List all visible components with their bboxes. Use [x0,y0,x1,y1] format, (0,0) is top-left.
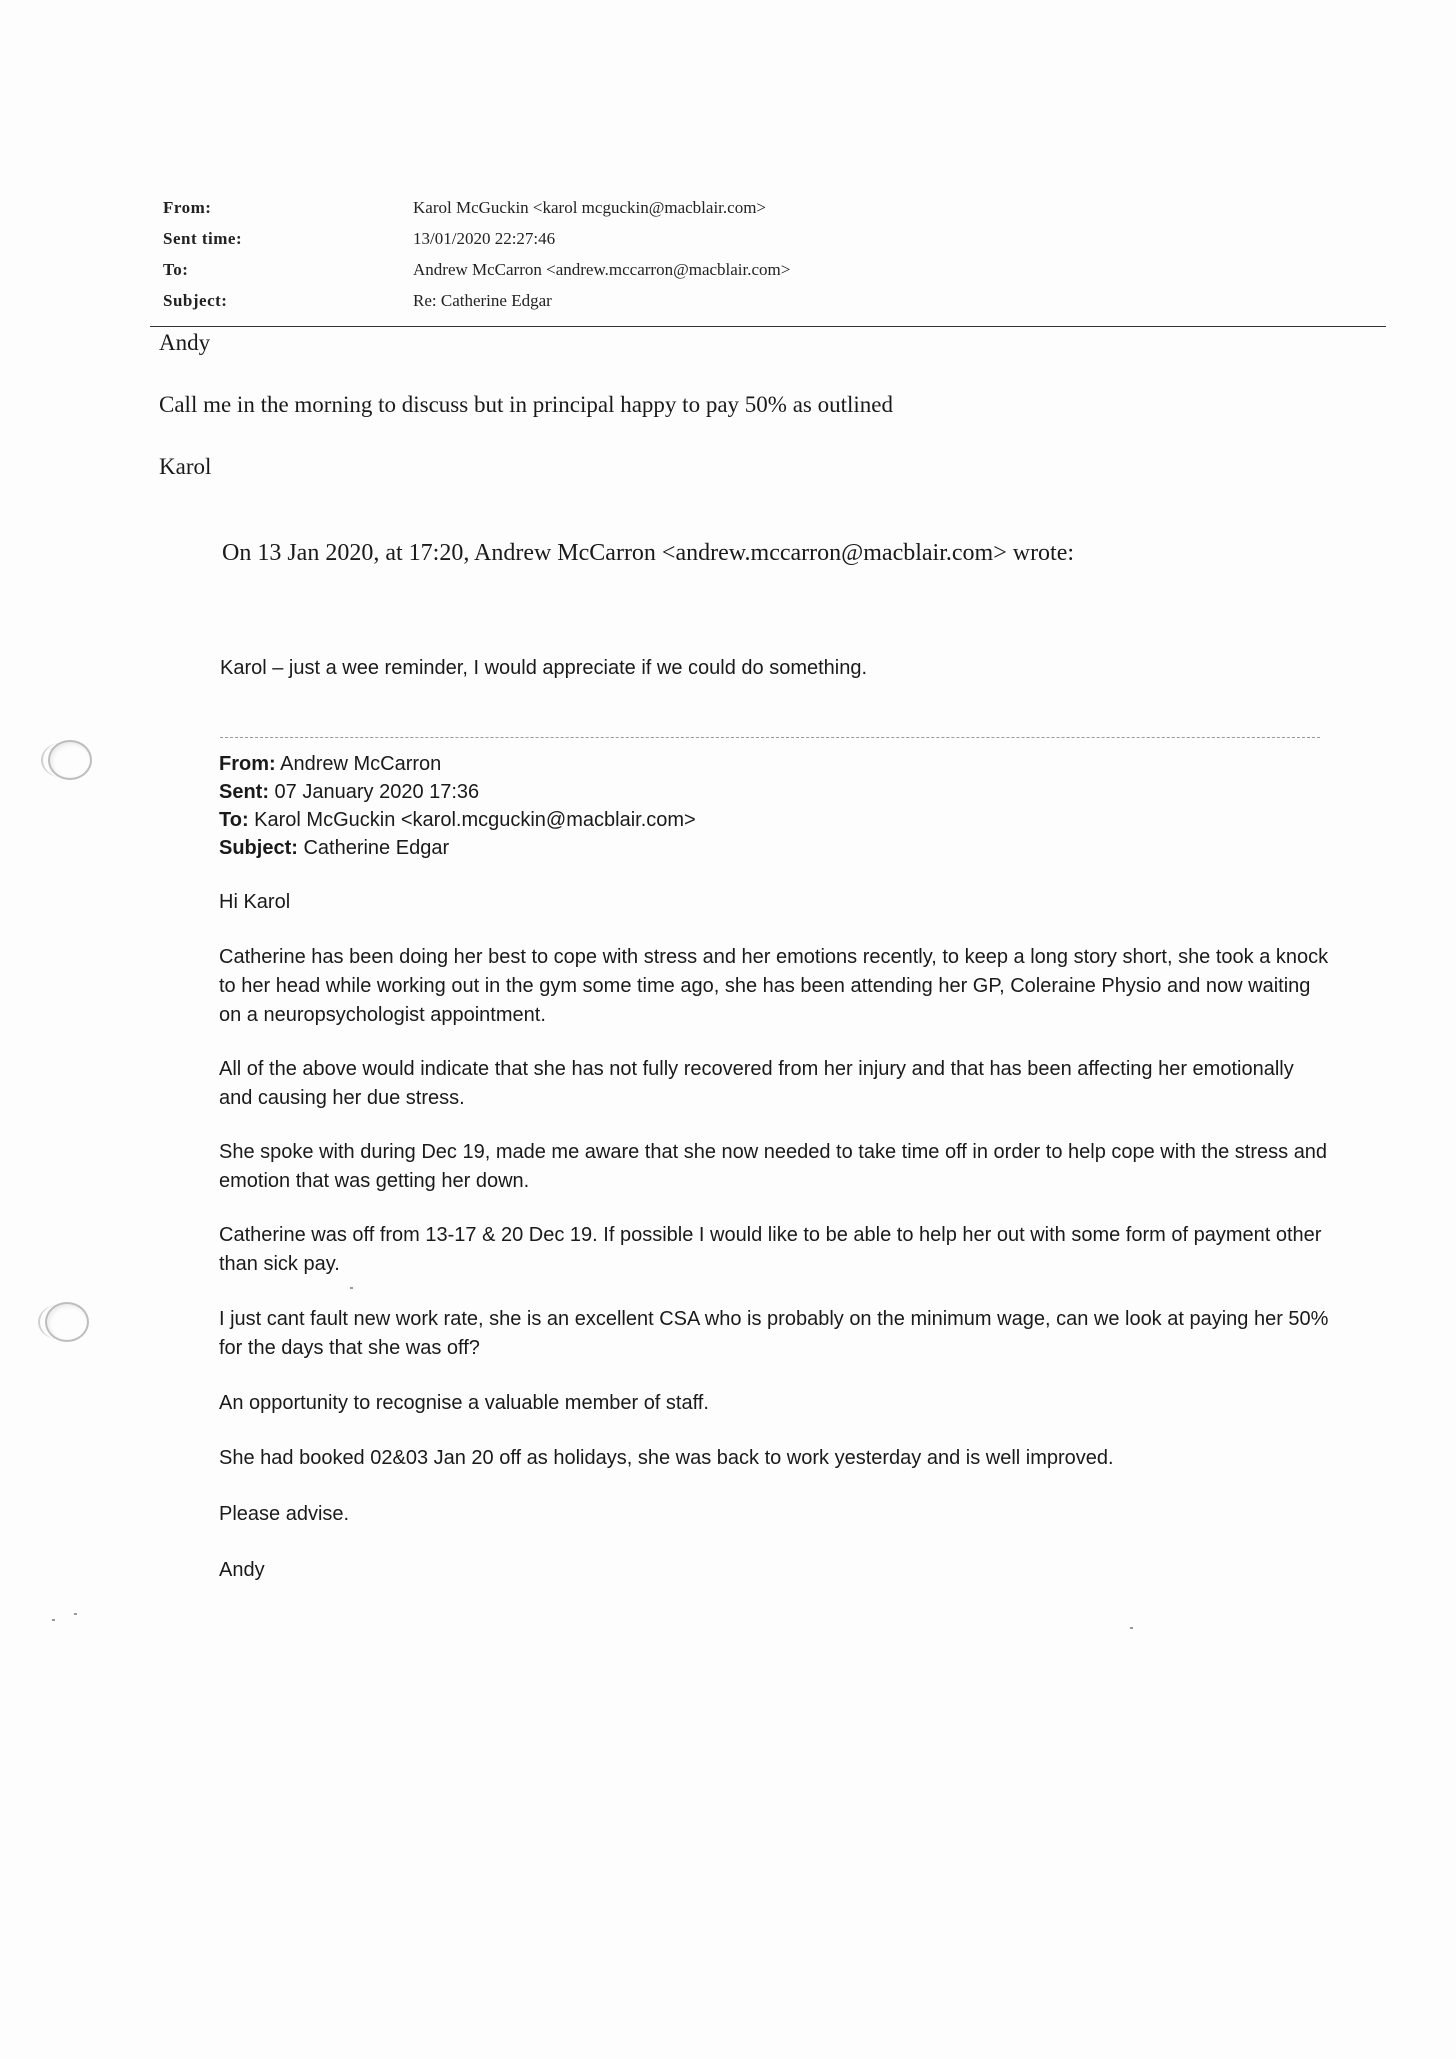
original-greeting: Hi Karol [219,891,291,913]
original-from-label: From: [219,753,276,775]
original-subject [219,834,696,862]
scan-speck [1130,1627,1133,1629]
header-label: To: [163,260,189,279]
original-from [219,750,696,778]
header-value: Andrew McCarron <andrew.mccarron@macblair.com> [413,260,791,279]
original-subject-label: Subject: [219,837,298,859]
original-sent-label: Sent: [219,781,269,803]
original-signoff: Andy [219,1559,265,1581]
quoted-intro: On 13 Jan 2020, at 17:20, Andrew McCarron <andrew.mccarron@macblair.com> wrote: [222,540,1075,566]
original-to-value: Karol McGuckin <karol.mcguckin@macblair.com> [248,809,696,831]
original-paragraph-7: She had booked 02&03 Jan 20 off as holidays, she was back to work yesterday and is well improved. [219,1447,1114,1469]
reply-body: Call me in the morning to discuss but in principal happy to pay 50% as outlined [159,392,893,417]
header-value: 13/01/2020 22:27:46 [413,229,556,248]
original-paragraph-8: Please advise. [219,1503,350,1525]
punch-hole-shadow [41,743,81,777]
header-label: From: [163,198,212,217]
quoted-reminder: Karol – just a wee reminder, I would appreciate if we could do something. [220,657,868,679]
email-header [163,198,1383,322]
scan-speck [350,1287,353,1289]
original-paragraph-2: All of the above would indicate that she has not fully recovered from her injury and that has been affecting her emotionally and causing her due stress. [219,1058,1294,1109]
original-paragraph-3: She spoke with during Dec 19, made me aware that she now needed to take time off in order to help cope with the stress and emotion that was getting her down. [219,1141,1328,1192]
original-from-value: Andrew McCarron [275,753,442,775]
header-label: Sent time: [163,229,243,248]
header-row-subject [163,291,1383,322]
header-row-to [163,260,1383,291]
header-value: Re: Catherine Edgar [413,291,552,310]
original-paragraph-4: Catherine was off from 13-17 & 20 Dec 19. If possible I would like to be able to help her out with some form of payment other than sick pay. [219,1224,1322,1275]
original-subject-value: Catherine Edgar [297,837,450,859]
scan-speck [52,1619,55,1621]
original-paragraph-1: Catherine has been doing her best to cope with stress and her emotions recently, to keep a long story short, she took a knock to her head while working out in the gym some time ago, she has been attending her GP, Coleraine Physio and now waiting on a neuropsychologist appointment. [219,946,1329,1026]
original-to [219,806,696,834]
header-value: Karol McGuckin <karol mcguckin@macblair.com> [413,198,767,217]
original-paragraph-6: An opportunity to recognise a valuable member of staff. [219,1392,709,1414]
header-label: Subject: [163,291,228,310]
original-paragraph-5: I just cant fault new work rate, she is an excellent CSA who is probably on the minimum wage, can we look at paying her 50% for the days that she was off? [219,1308,1329,1359]
original-sent [219,778,696,806]
reply-greeting: Andy [159,330,211,355]
quote-divider [220,737,1320,738]
header-row-from [163,198,1383,229]
original-header [219,750,696,862]
reply-signature: Karol [159,454,212,479]
header-divider [150,326,1386,327]
header-row-sent-time [163,229,1383,260]
scan-speck [74,1613,77,1615]
original-to-label: To: [219,809,249,831]
original-sent-value: 07 January 2020 17:36 [269,781,480,803]
punch-hole-shadow [38,1305,78,1339]
